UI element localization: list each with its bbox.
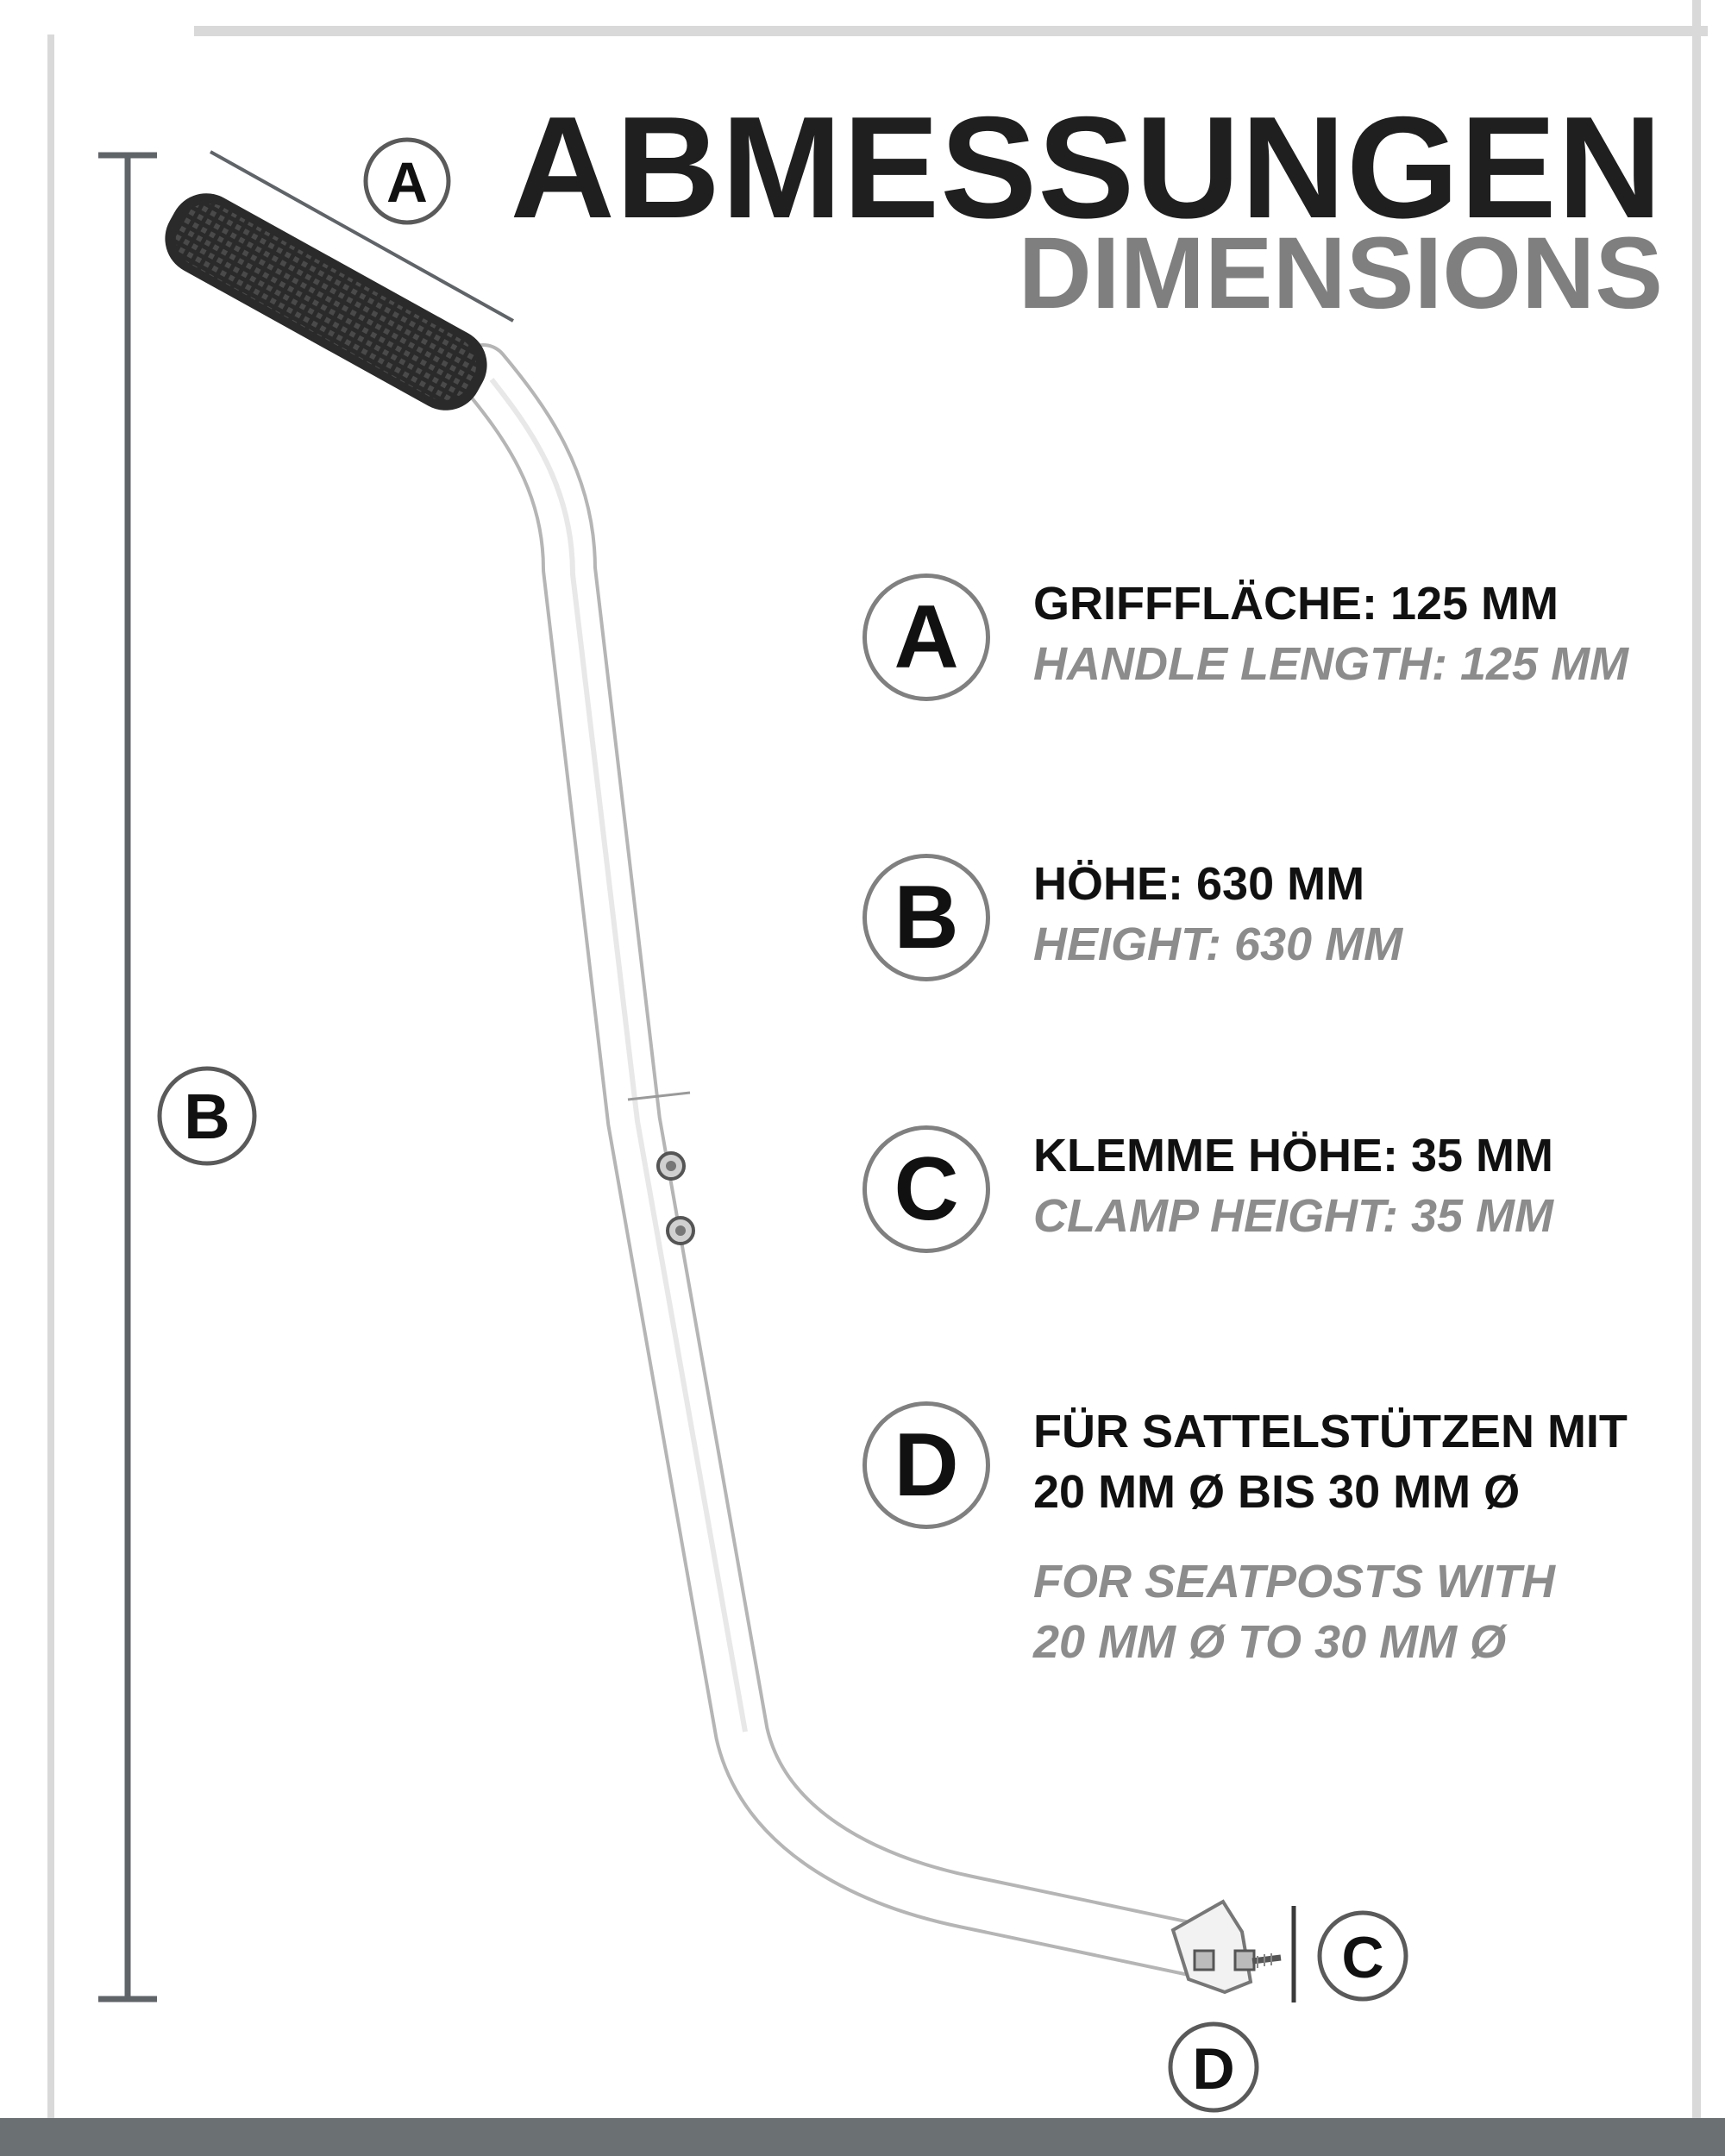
clamp-height-badge: [1320, 1913, 1406, 1999]
height-badge: [160, 1069, 254, 1163]
seatpost-clamp: [1173, 1902, 1281, 1992]
height-dimension-line: [98, 155, 157, 1999]
seatpost-diameter-badge: [1170, 2024, 1257, 2110]
spec-b-badge: B: [862, 854, 990, 981]
spec-d-badge: D: [862, 1401, 990, 1529]
spec-c-english: CLAMP HEIGHT: 35 MM: [1033, 1190, 1553, 1242]
spec-a-badge: A: [862, 573, 990, 701]
spec-d-german-line2: 20 MM Ø BIS 30 MM Ø: [1033, 1466, 1521, 1518]
svg-text:D: D: [1192, 2036, 1235, 2102]
svg-text:B: B: [184, 1081, 230, 1152]
spec-b-german: HÖHE: 630 MM: [1033, 858, 1365, 910]
page-title: ABMESSUNGEN: [510, 86, 1663, 248]
grip-length-badge: [366, 140, 448, 222]
spec-d-english-line1: FOR SEATPOSTS WITH: [1033, 1556, 1555, 1608]
spec-d-german-line1: FÜR SATTELSTÜTZEN MIT: [1033, 1406, 1628, 1457]
spec-c-badge: C: [862, 1125, 990, 1253]
spec-a-german: GRIFFFLÄCHE: 125 MM: [1033, 578, 1559, 630]
spec-b-english: HEIGHT: 630 MM: [1033, 918, 1403, 970]
spec-a-english: HANDLE LENGTH: 125 MM: [1033, 638, 1629, 690]
svg-text:A: A: [386, 150, 428, 214]
spec-d-english-line2: 20 MM Ø TO 30 MM Ø: [1033, 1616, 1507, 1668]
page-subtitle: DIMENSIONS: [1018, 216, 1663, 330]
svg-text:C: C: [1341, 1925, 1384, 1990]
spec-c-german: KLEMME HÖHE: 35 MM: [1033, 1130, 1554, 1181]
